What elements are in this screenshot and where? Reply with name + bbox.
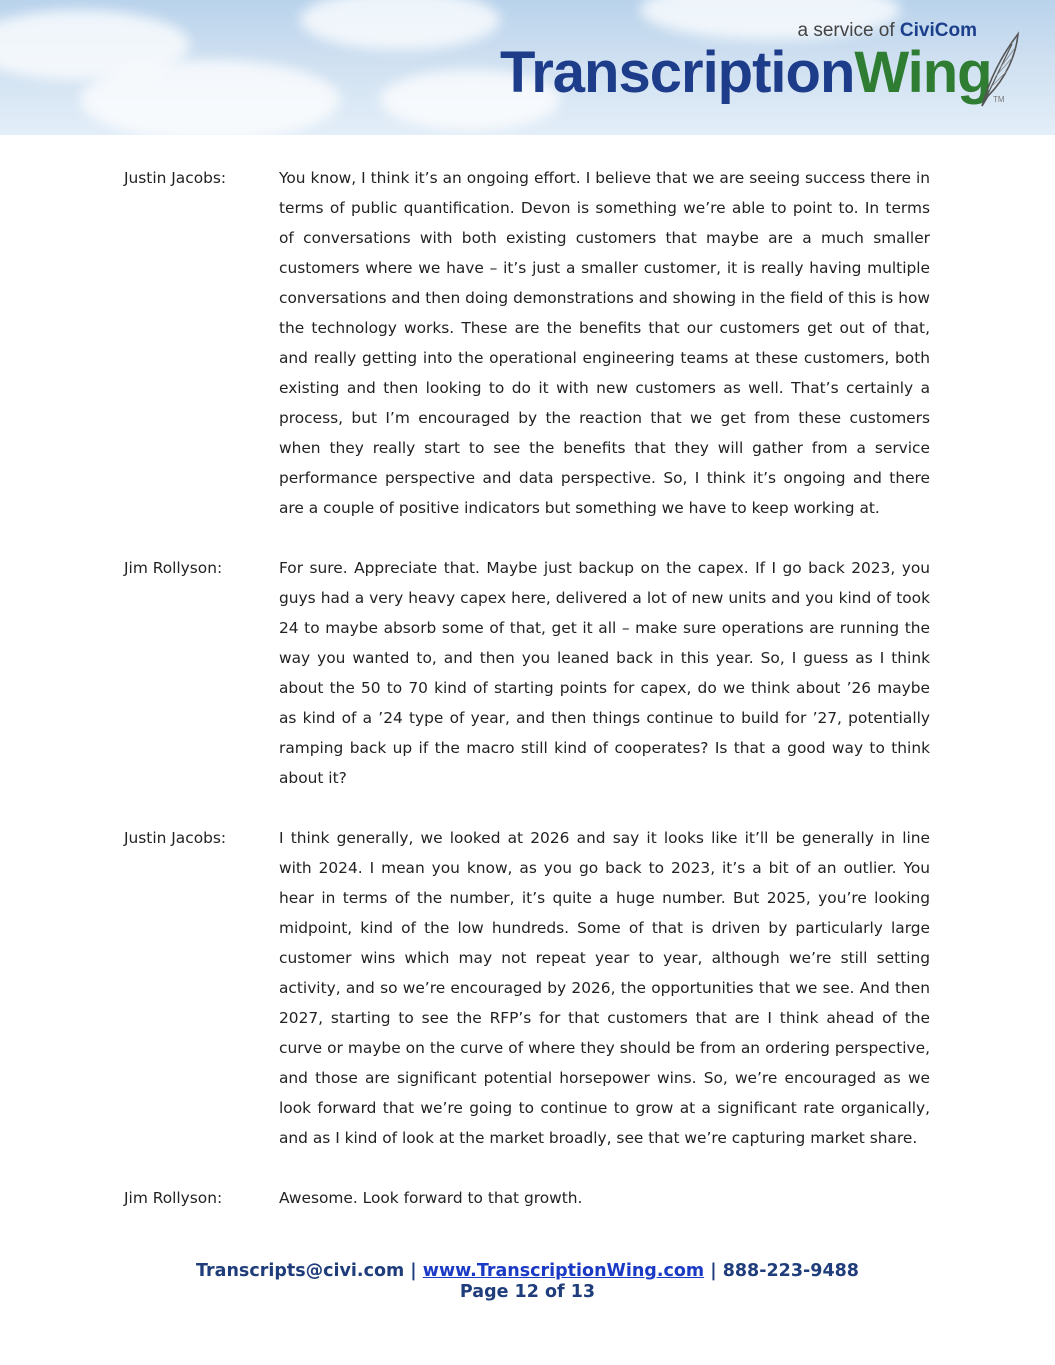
speaker-text: Awesome. Look forward to that growth. bbox=[279, 1189, 583, 1207]
transcriptionwing-logo: TranscriptionWing bbox=[500, 40, 992, 105]
website-link[interactable]: www.TranscriptionWing.com bbox=[422, 1261, 705, 1281]
contact-line: Transcripts@civi.com | www.TranscriptionWing.com | 888-223-9488 bbox=[196, 1261, 859, 1281]
header-banner bbox=[0, 0, 1055, 135]
speaker-name: Justin Jacobs: bbox=[124, 829, 227, 847]
civicom-logo: CiviCom bbox=[899, 20, 977, 41]
page-footer bbox=[0, 1261, 1055, 1303]
trademark-mark: TM bbox=[993, 95, 1005, 104]
speaker-text: For sure. Appreciate that. Maybe just backup on the capex. If I go back 2023, you guys had a very heavy capex here, delivered a lot of new units and you kind of took 24 to maybe absorb some of that, get it all – make sure operations are running the way you wanted to, and then you leaned back in this year. So, I guess as I think about the 50 to 70 kind of starting points for capex, do we think about ’26 maybe as kind of a ’24 type of year, and then things continue to build for ’27, potentially ramping back up if the macro still kind of cooperates? Is that a good way to think about it? bbox=[279, 559, 930, 787]
speaker-text: You know, I think it’s an ongoing effort. I believe that we are seeing success there in terms of public quantification. Devon is something we’re able to point to. In terms of conversations with both existing customers that maybe are a much smaller customers where we have – it’s just a smaller customer, it is really having multiple conversations and then doing demonstrations and showing in the field of this is how the technology works. These are the benefits that our customers get out of that, and really getting into the operational engineering teams at these customers, both existing and then looking to do it with new customers as well. That’s certainly a process, but I’m encouraged by the reaction that we get from these customers when they really start to see the benefits that they will gather from a service performance perspective and data perspective. So, I think it’s ongoing and there are a couple of positive indicators but something we have to keep working at. bbox=[279, 169, 930, 517]
speaker-text: I think generally, we looked at 2026 and say it looks like it’ll be generally in line with 2024. I mean you know, as you go back to 2023, it’s a bit of an outlier. You hear in terms of the number, it’s quite a huge number. But 2025, you’re looking midpoint, kind of the low hundreds. Some of that is driven by particularly large customer wins which may not repeat year to year, although we’re still setting activity, and so we’re encouraged by 2026, the opportunities that we see. And then 2027, starting to see the RFP’s for that customers that are I think ahead of the curve or maybe on the curve of where they should be from an ordering perspective, and those are significant potential horsepower wins. So, we’re encouraged as we look forward that we’re going to continue to grow at a significant rate organically, and as I kind of look at the market broadly, see that we’re capturing market share. bbox=[279, 829, 930, 1147]
service-tagline: a service of CiviCom bbox=[797, 20, 977, 41]
speaker-name: Jim Rollyson: bbox=[124, 1189, 223, 1207]
speaker-name: Justin Jacobs: bbox=[124, 169, 227, 187]
speaker-name: Jim Rollyson: bbox=[124, 559, 223, 577]
phone-number: 888-223-9488 bbox=[722, 1261, 859, 1281]
page-number: Page 12 of 13 bbox=[459, 1282, 596, 1302]
email-address: Transcripts@civi.com bbox=[196, 1261, 405, 1281]
